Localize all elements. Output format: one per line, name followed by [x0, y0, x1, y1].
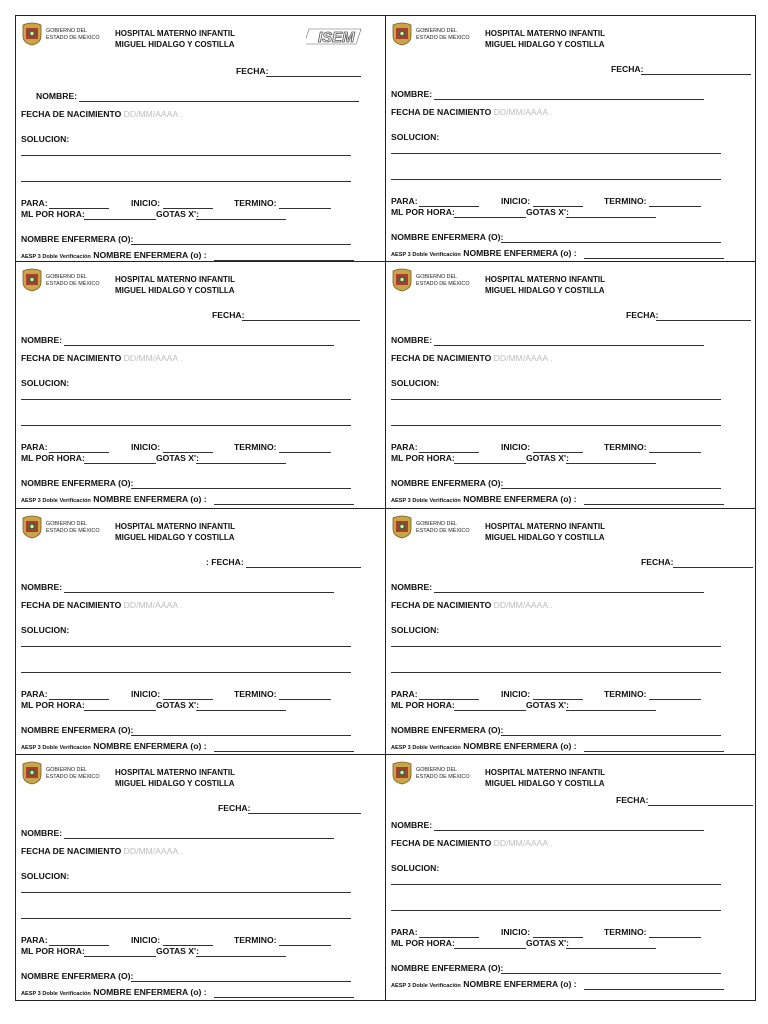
solucion-label: SOLUCION:	[21, 870, 70, 881]
gotas-field[interactable]	[566, 948, 656, 949]
aesp-colon: :	[203, 250, 207, 260]
gotas-label: GOTAS X':	[156, 453, 199, 464]
hospital-line-2: MIGUEL HIDALGO Y COSTILLA	[485, 40, 605, 49]
infusion-label-card	[15, 261, 386, 508]
aesp-double-check	[391, 494, 577, 504]
termino-label: TERMINO:	[604, 196, 647, 206]
birthdate-label	[391, 353, 552, 363]
infusion-label-card	[385, 754, 756, 1001]
termino-field[interactable]	[649, 452, 701, 453]
nurse-name-field[interactable]	[501, 242, 721, 243]
aesp-double-check	[21, 494, 207, 504]
inicio-label: INICIO:	[131, 198, 161, 208]
state-seal-logo	[391, 515, 413, 539]
solucion-line-1[interactable]	[391, 153, 721, 154]
hospital-line-1: HOSPITAL MATERNO INFANTIL	[485, 29, 605, 38]
state-seal-logo	[21, 761, 43, 785]
solucion-line-1[interactable]	[391, 399, 721, 400]
nurse-name-label: NOMBRE ENFERMERA (O):	[391, 962, 504, 973]
aesp-prefix: AESP 3 Doble Verificación	[21, 498, 91, 505]
termino-field[interactable]	[279, 452, 331, 453]
ml-por-hora-field[interactable]	[454, 948, 526, 949]
termino-label: TERMINO:	[604, 926, 647, 937]
inicio-label: INICIO:	[501, 688, 531, 699]
birthdate-label-text: FECHA DE NACIMIENTO	[391, 599, 492, 610]
ml-por-hora-label: ML POR HORA:	[21, 945, 85, 956]
svg-text:ISEM: ISEM	[318, 29, 355, 46]
termino-field[interactable]	[649, 699, 701, 700]
ml-por-hora-field[interactable]	[454, 710, 526, 711]
gotas-label: GOTAS X':	[156, 945, 199, 956]
nombre-field[interactable]	[434, 592, 704, 593]
aesp-double-check	[21, 741, 207, 751]
solucion-label: SOLUCION:	[21, 624, 70, 635]
inicio-label: INICIO:	[501, 196, 531, 206]
ml-por-hora-label: ML POR HORA:	[21, 209, 85, 219]
solucion-line-2[interactable]	[21, 672, 351, 673]
aesp-nurse-label: NOMBRE ENFERMERA (o)	[93, 986, 202, 997]
state-seal-logo	[391, 22, 413, 46]
nombre-label: NOMBRE:	[391, 581, 433, 592]
gov-line-2: ESTADO DE MÉXICO	[416, 527, 470, 534]
state-seal-logo	[391, 268, 413, 292]
hospital-name	[485, 521, 605, 543]
gov-line-2: ESTADO DE MÉXICO	[46, 35, 100, 41]
solucion-line-2[interactable]	[391, 910, 721, 911]
state-seal-logo	[21, 22, 43, 46]
nombre-label: NOMBRE:	[391, 89, 433, 99]
solucion-line-2[interactable]	[391, 425, 721, 426]
birthdate-placeholder[interactable]: DD/MM/AAAA .	[493, 599, 553, 610]
nombre-field[interactable]	[64, 345, 334, 346]
solucion-line-1[interactable]	[21, 892, 351, 893]
form-sheet	[15, 15, 755, 1000]
inicio-label: INICIO:	[131, 934, 161, 945]
aesp-nurse-label: NOMBRE ENFERMERA (o)	[463, 494, 572, 505]
termino-field[interactable]	[279, 699, 331, 700]
infusion-label-card	[385, 261, 756, 508]
aesp-nurse-label: NOMBRE ENFERMERA (o)	[93, 740, 202, 751]
fecha-label: FECHA:	[611, 64, 644, 74]
solucion-label: SOLUCION:	[21, 378, 70, 389]
isem-logo	[306, 26, 364, 46]
ml-por-hora-field[interactable]	[84, 710, 156, 711]
nombre-field[interactable]	[434, 830, 704, 831]
nombre-field[interactable]	[434, 345, 704, 346]
termino-label: TERMINO:	[234, 442, 277, 453]
aesp-prefix: AESP 3 Doble Verificación	[391, 498, 461, 505]
aesp-colon: :	[573, 494, 577, 505]
aesp-prefix: AESP 3 Doble Verificación	[21, 254, 91, 260]
para-label: PARA:	[21, 934, 48, 945]
solucion-label: SOLUCION:	[21, 134, 70, 144]
nurse-name-field[interactable]	[131, 735, 351, 736]
birthdate-label-text: FECHA DE NACIMIENTO	[391, 353, 492, 364]
birthdate-label	[391, 600, 552, 610]
ml-por-hora-field[interactable]	[454, 463, 526, 464]
termino-field[interactable]	[279, 945, 331, 946]
nurse-name-label: NOMBRE ENFERMERA (O):	[391, 724, 504, 735]
hospital-line-2: MIGUEL HIDALGO Y COSTILLA	[115, 532, 235, 542]
aesp-nurse-field[interactable]	[214, 997, 354, 998]
nombre-label: NOMBRE:	[391, 819, 433, 830]
nurse-name-field[interactable]	[501, 488, 721, 489]
hospital-name	[115, 28, 235, 50]
aesp-nurse-field[interactable]	[214, 504, 354, 505]
nurse-name-label: NOMBRE ENFERMERA (O):	[21, 234, 134, 244]
gotas-label: GOTAS X':	[156, 699, 199, 710]
hospital-line-2: MIGUEL HIDALGO Y COSTILLA	[115, 40, 235, 49]
nurse-name-label: NOMBRE ENFERMERA (O):	[21, 724, 134, 735]
gotas-label: GOTAS X':	[526, 207, 569, 217]
birthdate-placeholder[interactable]: DD/MM/AAAA .	[123, 353, 183, 364]
hospital-name	[115, 767, 235, 789]
aesp-nurse-label: NOMBRE ENFERMERA (o)	[463, 740, 572, 751]
aesp-double-check	[21, 250, 207, 260]
aesp-nurse-field[interactable]	[584, 258, 724, 259]
gotas-label: GOTAS X':	[526, 937, 569, 948]
government-label	[46, 521, 100, 535]
aesp-prefix: AESP 3 Doble Verificación	[21, 990, 91, 997]
birthdate-label-text: FECHA DE NACIMIENTO	[21, 353, 122, 364]
gov-line-1: GOBIERNO DEL	[46, 766, 88, 773]
termino-label: TERMINO:	[234, 934, 277, 945]
gov-line-2: ESTADO DE MÉXICO	[416, 281, 470, 288]
aesp-nurse-label: NOMBRE ENFERMERA (o)	[463, 978, 572, 989]
hospital-line-1: HOSPITAL MATERNO INFANTIL	[485, 275, 605, 285]
termino-label: TERMINO:	[234, 198, 277, 208]
hospital-name	[115, 521, 235, 543]
nurse-name-label: NOMBRE ENFERMERA (O):	[21, 478, 134, 489]
termino-label: TERMINO:	[604, 442, 647, 453]
hospital-line-2: MIGUEL HIDALGO Y COSTILLA	[115, 286, 235, 296]
nurse-name-field[interactable]	[131, 488, 351, 489]
solucion-label: SOLUCION:	[391, 378, 440, 389]
gov-line-1: GOBIERNO DEL	[416, 28, 458, 34]
gotas-field[interactable]	[566, 463, 656, 464]
infusion-label-card	[15, 508, 386, 755]
aesp-nurse-field[interactable]	[584, 751, 724, 752]
birthdate-label	[21, 353, 182, 363]
nurse-name-field[interactable]	[131, 981, 351, 982]
birthdate-label-text: FECHA DE NACIMIENTO	[391, 837, 492, 848]
aesp-colon: :	[203, 986, 207, 997]
nombre-label: NOMBRE:	[21, 827, 63, 838]
gov-line-2: ESTADO DE MÉXICO	[416, 773, 470, 780]
hospital-line-1: HOSPITAL MATERNO INFANTIL	[115, 521, 235, 531]
birthdate-label	[21, 109, 182, 119]
government-label	[46, 767, 100, 781]
solucion-label: SOLUCION:	[391, 862, 440, 873]
fecha-label: FECHA:	[641, 556, 674, 567]
nombre-label: NOMBRE:	[391, 335, 433, 346]
government-label	[416, 274, 470, 288]
nombre-field[interactable]	[79, 101, 359, 102]
gotas-field[interactable]	[196, 710, 286, 711]
fecha-field[interactable]	[641, 74, 751, 75]
aesp-double-check	[391, 741, 577, 751]
solucion-line-2[interactable]	[391, 672, 721, 673]
gov-line-2: ESTADO DE MÉXICO	[46, 281, 100, 288]
hospital-line-2: MIGUEL HIDALGO Y COSTILLA	[485, 778, 605, 788]
gov-line-2: ESTADO DE MÉXICO	[46, 773, 100, 780]
aesp-nurse-label: NOMBRE ENFERMERA (o)	[93, 250, 202, 260]
ml-por-hora-label: ML POR HORA:	[391, 937, 455, 948]
nurse-name-label: NOMBRE ENFERMERA (O):	[391, 478, 504, 489]
gov-line-1: GOBIERNO DEL	[416, 766, 458, 773]
infusion-label-card	[385, 508, 756, 755]
gov-line-1: GOBIERNO DEL	[46, 28, 88, 34]
infusion-label-card	[385, 15, 756, 262]
ml-por-hora-field[interactable]	[454, 217, 526, 218]
aesp-prefix: AESP 3 Doble Verificación	[391, 744, 461, 751]
fecha-label: FECHA:	[626, 310, 659, 321]
termino-label: TERMINO:	[234, 688, 277, 699]
government-label	[46, 28, 100, 42]
ml-por-hora-field[interactable]	[84, 956, 156, 957]
state-seal-logo	[21, 268, 43, 292]
fecha-field[interactable]	[266, 76, 361, 77]
para-label: PARA:	[21, 688, 48, 699]
nurse-name-field[interactable]	[131, 244, 351, 245]
hospital-line-1: HOSPITAL MATERNO INFANTIL	[115, 275, 235, 285]
hospital-line-1: HOSPITAL MATERNO INFANTIL	[485, 767, 605, 777]
solucion-line-2[interactable]	[21, 425, 351, 426]
aesp-nurse-field[interactable]	[214, 751, 354, 752]
para-label: PARA:	[391, 442, 418, 453]
nombre-label: NOMBRE:	[21, 581, 63, 592]
birthdate-label-text: FECHA DE NACIMIENTO	[21, 845, 122, 856]
ml-por-hora-field[interactable]	[84, 219, 156, 220]
solucion-label: SOLUCION:	[391, 624, 440, 635]
fecha-field[interactable]	[246, 567, 361, 568]
ml-por-hora-label: ML POR HORA:	[391, 453, 455, 464]
solucion-line-2[interactable]	[21, 181, 351, 182]
termino-label: TERMINO:	[604, 688, 647, 699]
birthdate-placeholder[interactable]: DD/MM/AAAA .	[123, 845, 183, 856]
hospital-name	[115, 274, 235, 296]
hospital-line-2: MIGUEL HIDALGO Y COSTILLA	[115, 778, 235, 788]
aesp-nurse-label: NOMBRE ENFERMERA (o)	[463, 248, 572, 258]
birthdate-label-text: FECHA DE NACIMIENTO	[21, 109, 122, 119]
hospital-name	[485, 274, 605, 296]
aesp-double-check	[391, 979, 577, 989]
fecha-field[interactable]	[656, 320, 751, 321]
gov-line-2: ESTADO DE MÉXICO	[46, 527, 100, 534]
nombre-field[interactable]	[64, 838, 334, 839]
nombre-field[interactable]	[434, 99, 704, 100]
hospital-line-1: HOSPITAL MATERNO INFANTIL	[115, 29, 235, 38]
fecha-field[interactable]	[242, 320, 360, 321]
para-label: PARA:	[21, 442, 48, 453]
aesp-nurse-field[interactable]	[584, 989, 724, 990]
gov-line-1: GOBIERNO DEL	[46, 274, 88, 281]
fecha-label: FECHA:	[236, 66, 269, 76]
aesp-colon: :	[203, 740, 207, 751]
aesp-prefix: AESP 3 Doble Verificación	[391, 982, 461, 989]
gotas-field[interactable]	[566, 217, 656, 218]
government-label	[416, 767, 470, 781]
gov-line-1: GOBIERNO DEL	[46, 520, 88, 527]
termino-field[interactable]	[649, 937, 701, 938]
aesp-nurse-label: NOMBRE ENFERMERA (o)	[93, 494, 202, 505]
solucion-line-1[interactable]	[21, 646, 351, 647]
aesp-colon: :	[573, 740, 577, 751]
fecha-label: FECHA:	[218, 802, 251, 813]
ml-por-hora-label: ML POR HORA:	[21, 453, 85, 464]
nombre-field[interactable]	[64, 592, 334, 593]
aesp-colon: :	[573, 248, 577, 258]
solucion-line-2[interactable]	[21, 918, 351, 919]
inicio-label: INICIO:	[501, 442, 531, 453]
birthdate-label	[21, 600, 182, 610]
government-label	[416, 28, 470, 42]
ml-por-hora-label: ML POR HORA:	[391, 699, 455, 710]
termino-field[interactable]	[279, 208, 331, 209]
birthdate-placeholder[interactable]: DD/MM/AAAA .	[123, 599, 183, 610]
inicio-label: INICIO:	[131, 442, 161, 453]
hospital-line-1: HOSPITAL MATERNO INFANTIL	[115, 767, 235, 777]
gov-line-2: ESTADO DE MÉXICO	[416, 35, 470, 41]
para-label: PARA:	[21, 198, 48, 208]
fecha-label: FECHA:	[212, 310, 245, 321]
birthdate-placeholder[interactable]: DD/MM/AAAA .	[493, 353, 553, 364]
nurse-name-label: NOMBRE ENFERMERA (O):	[21, 970, 134, 981]
solucion-line-1[interactable]	[21, 399, 351, 400]
birthdate-placeholder[interactable]: DD/MM/AAAA .	[493, 837, 553, 848]
gotas-field[interactable]	[196, 463, 286, 464]
birthdate-placeholder[interactable]: DD/MM/AAAA .	[123, 109, 183, 119]
state-seal-logo	[21, 515, 43, 539]
aesp-double-check	[391, 248, 577, 258]
gotas-label: GOTAS X':	[526, 699, 569, 710]
para-label: PARA:	[391, 688, 418, 699]
infusion-label-card	[15, 754, 386, 1001]
government-label	[46, 274, 100, 288]
fecha-field[interactable]	[248, 813, 361, 814]
inicio-label: INICIO:	[501, 926, 531, 937]
hospital-name	[485, 28, 605, 50]
gotas-label: GOTAS X':	[156, 209, 199, 219]
inicio-label: INICIO:	[131, 688, 161, 699]
birthdate-placeholder[interactable]: DD/MM/AAAA .	[493, 107, 553, 117]
aesp-prefix: AESP 3 Doble Verificación	[21, 744, 91, 751]
gov-line-1: GOBIERNO DEL	[416, 274, 458, 281]
birthdate-label-text: FECHA DE NACIMIENTO	[391, 107, 492, 117]
solucion-line-1[interactable]	[21, 155, 351, 156]
birthdate-label-text: FECHA DE NACIMIENTO	[21, 599, 122, 610]
birthdate-label	[391, 107, 552, 117]
gotas-field[interactable]	[566, 710, 656, 711]
ml-por-hora-label: ML POR HORA:	[391, 207, 455, 217]
solucion-label: SOLUCION:	[391, 132, 440, 142]
solucion-line-1[interactable]	[391, 646, 721, 647]
nurse-name-field[interactable]	[501, 973, 721, 974]
aesp-colon: :	[203, 494, 207, 505]
hospital-line-1: HOSPITAL MATERNO INFANTIL	[485, 521, 605, 531]
nombre-label: NOMBRE:	[21, 335, 63, 346]
fecha-field[interactable]	[648, 805, 753, 806]
gotas-label: GOTAS X':	[526, 453, 569, 464]
nurse-name-label: NOMBRE ENFERMERA (O):	[391, 232, 504, 242]
para-label: PARA:	[391, 926, 418, 937]
solucion-line-2[interactable]	[391, 179, 721, 180]
aesp-nurse-field[interactable]	[584, 504, 724, 505]
gov-line-1: GOBIERNO DEL	[416, 520, 458, 527]
gotas-field[interactable]	[196, 956, 286, 957]
aesp-colon: :	[573, 978, 577, 989]
infusion-label-card	[15, 15, 386, 262]
ml-por-hora-label: ML POR HORA:	[21, 699, 85, 710]
fecha-label: : FECHA:	[206, 556, 244, 567]
birthdate-label	[21, 846, 182, 856]
birthdate-label	[391, 838, 552, 848]
nurse-name-field[interactable]	[501, 735, 721, 736]
solucion-line-1[interactable]	[391, 884, 721, 885]
aesp-prefix: AESP 3 Doble Verificación	[391, 252, 461, 258]
hospital-line-2: MIGUEL HIDALGO Y COSTILLA	[485, 532, 605, 542]
hospital-line-2: MIGUEL HIDALGO Y COSTILLA	[485, 286, 605, 296]
nombre-label: NOMBRE:	[36, 91, 78, 101]
para-label: PARA:	[391, 196, 418, 206]
fecha-field[interactable]	[673, 567, 753, 568]
termino-field[interactable]	[649, 206, 701, 207]
state-seal-logo	[391, 761, 413, 785]
aesp-double-check	[21, 987, 207, 997]
government-label	[416, 521, 470, 535]
fecha-label: FECHA:	[616, 794, 649, 805]
gotas-field[interactable]	[196, 219, 286, 220]
ml-por-hora-field[interactable]	[84, 463, 156, 464]
hospital-name	[485, 767, 605, 789]
